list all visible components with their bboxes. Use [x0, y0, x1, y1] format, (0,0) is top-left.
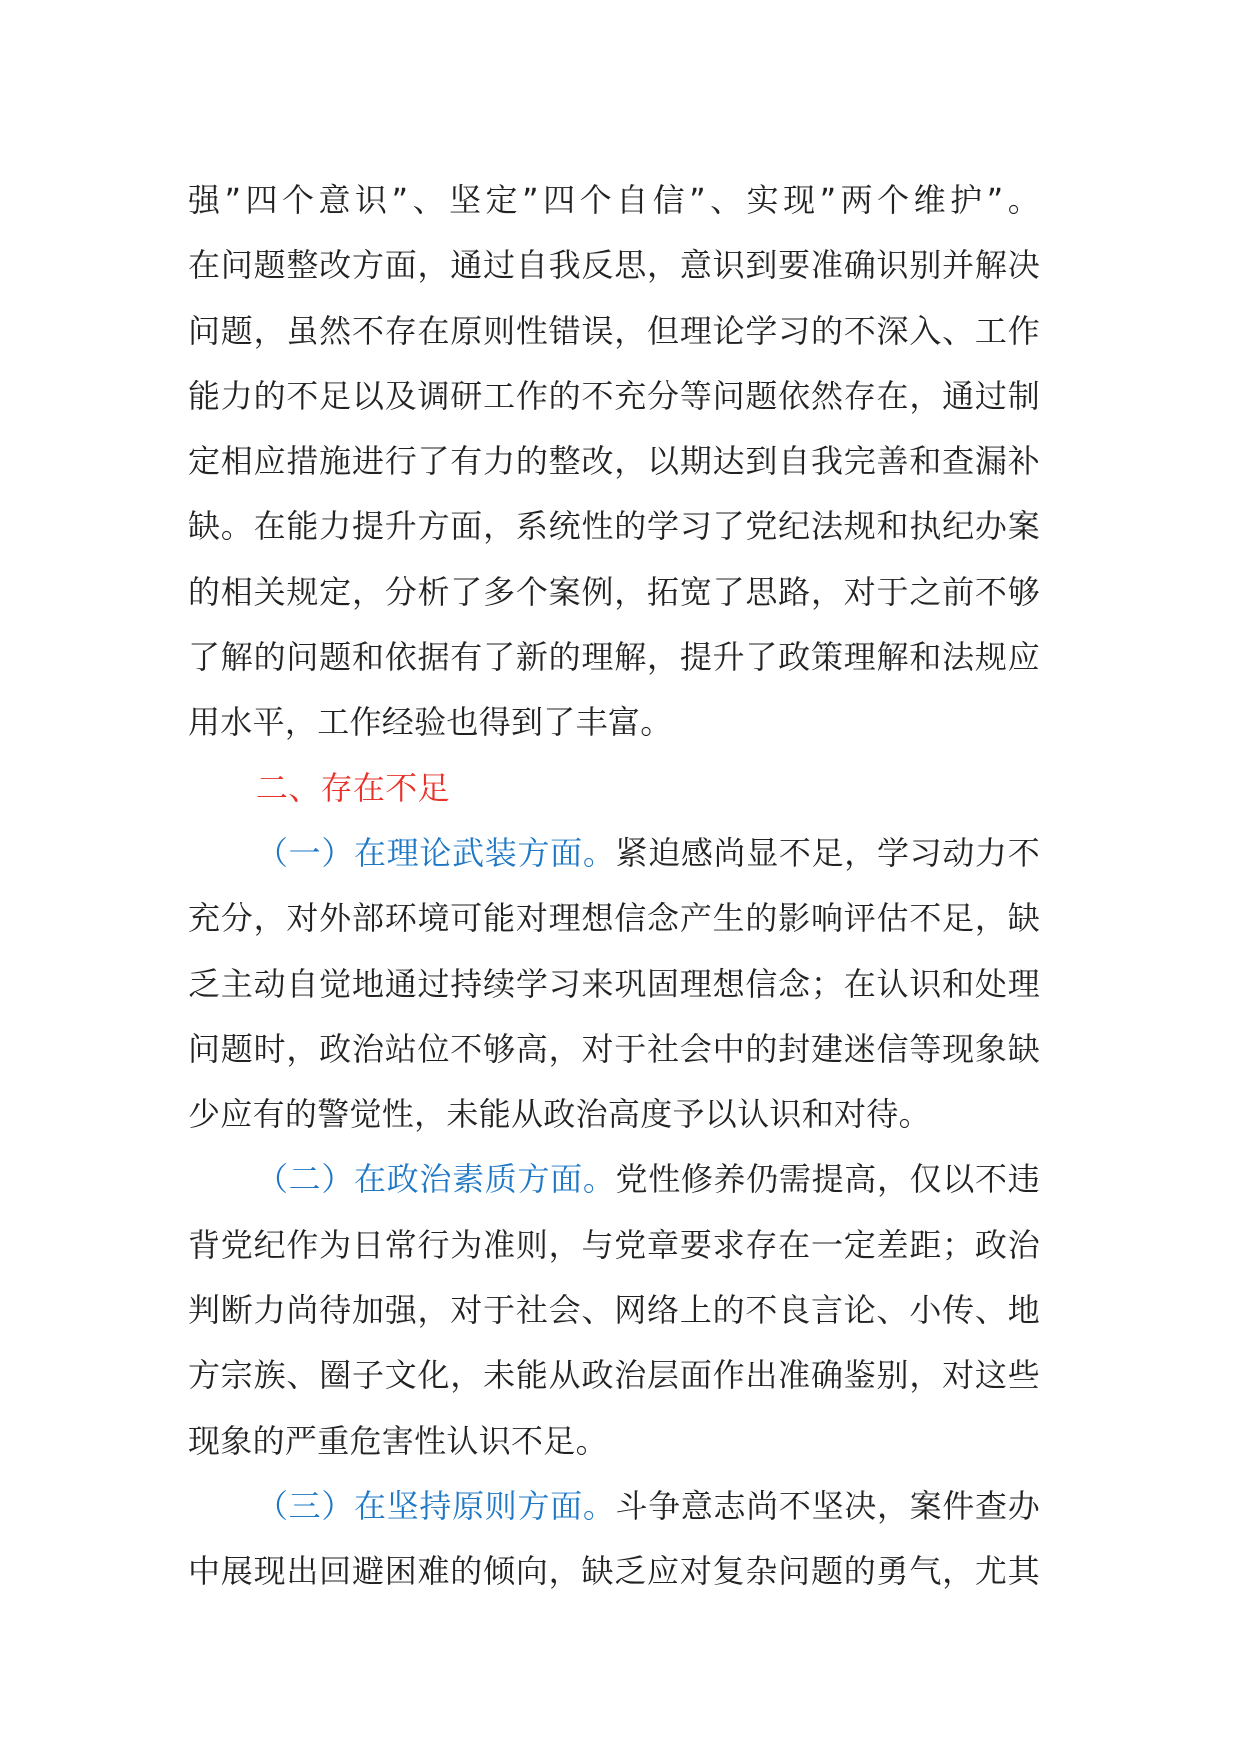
item1-line-4: 问题时，政治站位不够高，对于社会中的封建迷信等现象缺	[188, 1029, 1040, 1068]
item2-line-3: 判断力尚待加强，对于社会、网络上的不良言论、小传、地	[188, 1291, 1040, 1330]
para1-line-1: 强”四个意识”、坚定”四个自信”、实现”两个维护”。	[188, 181, 1040, 219]
para1-line-5: 定相应措施进行了有力的整改，以期达到自我完善和查漏补	[188, 442, 1040, 481]
para1-line-7: 的相关规定，分析了多个案例，拓宽了思路，对于之前不够	[188, 572, 1040, 611]
document-body	[188, 168, 1040, 1605]
item2-line-2: 背党纪作为日常行为准则，与党章要求存在一定差距；政治	[188, 1225, 1040, 1264]
para1-line-3: 问题，虽然不存在原则性错误，但理论学习的不深入、工作	[188, 311, 1040, 350]
item3-first-line	[188, 1474, 1040, 1539]
section-heading: 二、存在不足	[256, 768, 450, 807]
item1-line-5: 少应有的警觉性，未能从政治高度予以认识和对待。	[188, 1095, 931, 1134]
item2-heading: （二）在政治素质方面。	[256, 1160, 616, 1199]
item2-line-5: 现象的严重危害性认识不足。	[188, 1421, 608, 1460]
item1-line-3: 乏主动自觉地通过持续学习来巩固理想信念；在认识和处理	[188, 964, 1040, 1003]
item2-first-line	[188, 1147, 1040, 1212]
para1-line-8: 了解的问题和依据有了新的理解，提升了政策理解和法规应	[188, 638, 1040, 677]
para1-line-9: 用水平，工作经验也得到了丰富。	[188, 703, 673, 742]
item2-first-line-text: 党性修养仍需提高，仅以不违	[615, 1160, 1040, 1199]
item1-line-2: 充分，对外部环境可能对理想信念产生的影响评估不足，缺	[188, 899, 1040, 938]
para1-line-4: 能力的不足以及调研工作的不充分等问题依然存在，通过制	[188, 376, 1040, 415]
item2-line-4: 方宗族、圈子文化，未能从政治层面作出准确鉴别，对这些	[188, 1356, 1040, 1395]
item1-first-line-text: 紧迫感尚显不足，学习动力不	[615, 833, 1040, 872]
item3-line-2: 中展现出回避困难的倾向，缺乏应对复杂问题的勇气，尤其	[188, 1552, 1040, 1591]
item3-heading: （三）在坚持原则方面。	[256, 1486, 616, 1525]
para1-line-2: 在问题整改方面，通过自我反思，意识到要准确识别并解决	[188, 246, 1040, 285]
item1-first-line	[188, 821, 1040, 886]
para1-line-6: 缺。在能力提升方面，系统性的学习了党纪法规和执纪办案	[188, 507, 1040, 546]
item3-first-line-text: 斗争意志尚不坚决，案件查办	[615, 1486, 1040, 1525]
item1-heading: （一）在理论武装方面。	[256, 833, 616, 872]
